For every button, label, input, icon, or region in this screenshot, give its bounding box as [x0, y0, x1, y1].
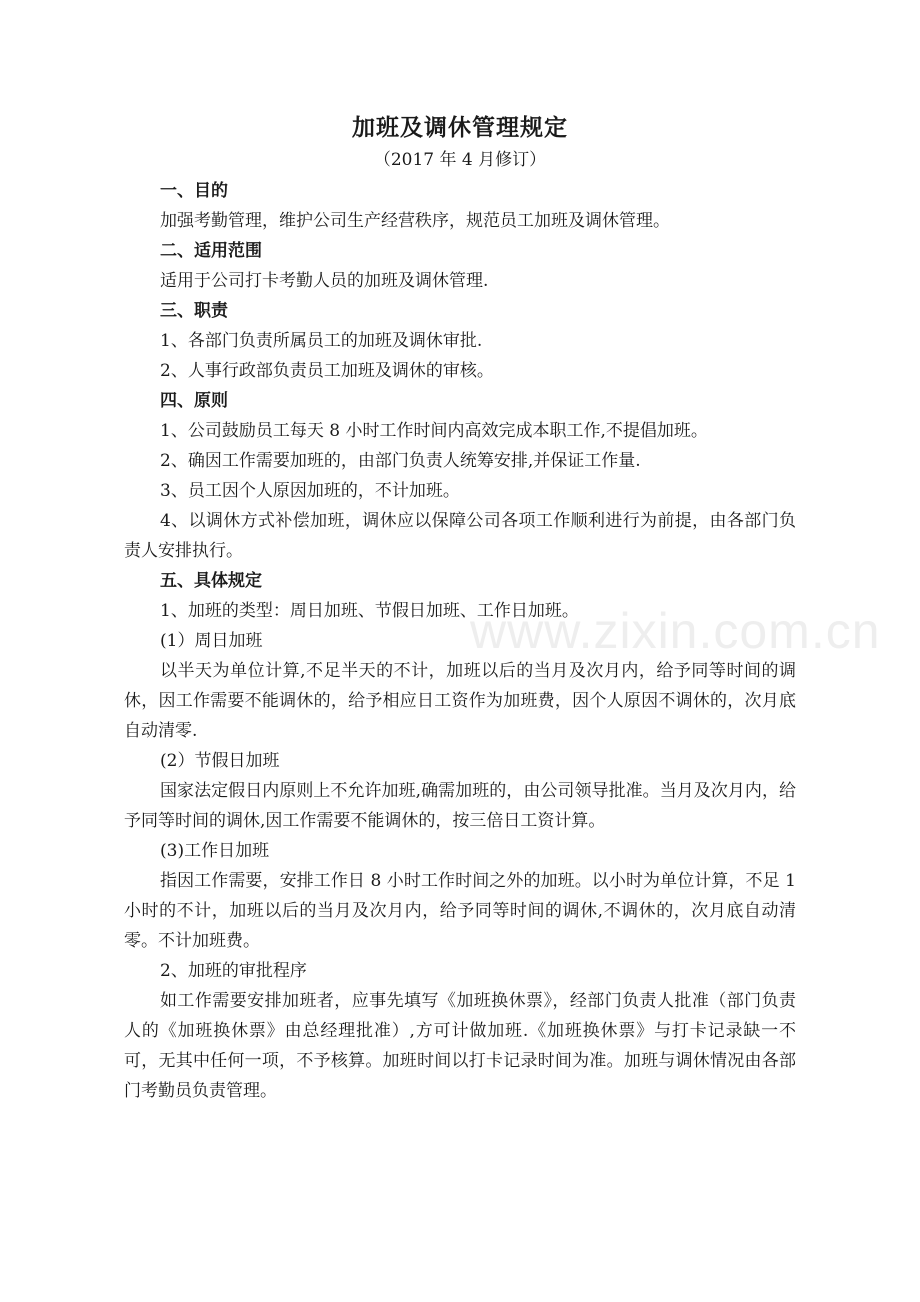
paragraph-line: 适用于公司打卡考勤人员的加班及调休管理.	[160, 271, 489, 291]
paragraph-line: 2、确因工作需要加班的，由部门负责人统筹安排,并保证工作量.	[160, 451, 641, 471]
paragraph-line: 1、公司鼓励员工每天 8 小时工作时间内高效完成本职工作,不提倡加班。	[160, 421, 708, 441]
paragraph-line: 1、各部门负责所属员工的加班及调休审批.	[160, 331, 483, 351]
paragraph-line: 加强考勤管理，维护公司生产经营秩序，规范员工加班及调休管理。	[160, 211, 670, 231]
section-heading: 五、具体规定	[160, 571, 262, 591]
paragraph-line: 3、员工因个人原因加班的，不计加班。	[160, 481, 460, 501]
paragraph-line: 4、以调休方式补偿加班，调休应以保障公司各项工作顺利进行为前提，由各部门负责人安排执行。	[124, 511, 796, 561]
paragraph-line: 2、人事行政部负责员工加班及调休的审核。	[160, 361, 494, 381]
paragraph-line: 国家法定假日内原则上不允许加班,确需加班的，由公司领导批准。当月及次月内，给予同等时间的调休,因工作需要不能调休的，按三倍日工资计算。	[124, 781, 796, 831]
document-title: 加班及调休管理规定	[352, 114, 568, 141]
watermark-text: www.zixin.com.cn	[470, 603, 881, 659]
section-heading: 一、目的	[160, 181, 228, 201]
paragraph-line: 指因工作需要，安排工作日 8 小时工作时间之外的加班。以小时为单位计算，不足 1 小时的不计，加班以后的当月及次月内，给予同等时间的调休,不调休的，次月底自动清零。不计加班费。	[124, 871, 796, 951]
document-body	[124, 176, 796, 1106]
paragraph-line: (1）周日加班	[160, 631, 263, 651]
paragraph-line: 以半天为单位计算,不足半天的不计，加班以后的当月及次月内，给予同等时间的调休，因工作需要不能调休的，给予相应日工资作为加班费，因个人原因不调休的，次月底自动清零.	[124, 661, 796, 741]
document-subtitle: （2017 年 4 月修订）	[373, 150, 547, 170]
section-heading: 三、职责	[160, 301, 228, 321]
paragraph-line: 1、加班的类型：周日加班、节假日加班、工作日加班。	[160, 601, 579, 621]
paragraph-line: 2、加班的审批程序	[160, 961, 307, 981]
paragraph-line: 如工作需要安排加班者，应事先填写《加班换休票》，经部门负责人批准（部门负责人的《加班换休票》由总经理批准）,方可计做加班.《加班换休票》与打卡记录缺一不可，无其中任何一项，不予核算。加班时间以打卡记录时间为准。加班与调休情况由各部门考勤员负责管理。	[124, 991, 796, 1101]
section-heading: 二、适用范围	[160, 241, 262, 261]
paragraph-line: (3)工作日加班	[160, 841, 270, 861]
paragraph-line: (2）节假日加班	[160, 751, 280, 771]
section-heading: 四、原则	[160, 391, 228, 411]
